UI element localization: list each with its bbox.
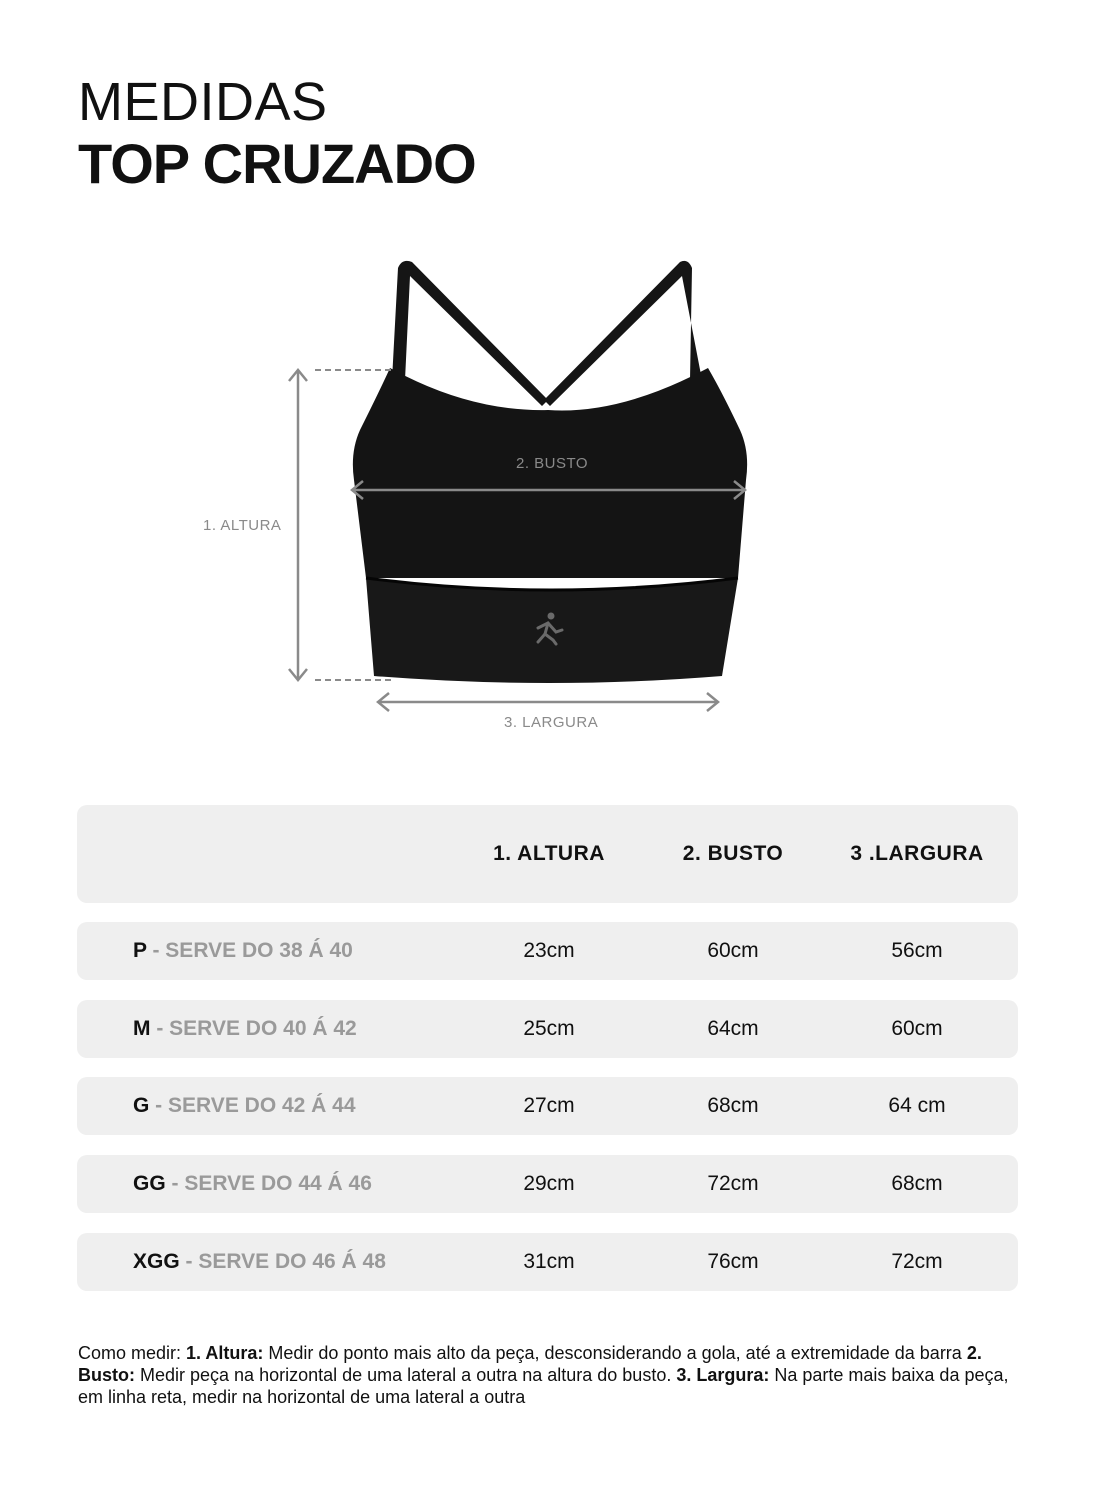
altura-value: 31cm: [523, 1250, 575, 1273]
size-desc: - SERVE DO 46 Á 48: [179, 1250, 386, 1273]
header-busto: 2. BUSTO: [682, 842, 784, 865]
title-medidas: MEDIDAS: [78, 72, 328, 132]
busto-value: 76cm: [707, 1250, 759, 1273]
size-code: GG: [133, 1172, 166, 1195]
size-cell: [77, 939, 457, 963]
title-product: TOP CRUZADO: [78, 132, 476, 195]
largura-value: 72cm: [891, 1250, 943, 1273]
busto-value: 60cm: [707, 939, 759, 962]
table-row: [77, 1233, 1018, 1291]
label-busto: 2. BUSTO: [516, 455, 589, 472]
table-row: [77, 1155, 1018, 1213]
size-code: M: [133, 1017, 151, 1040]
table-row: [77, 922, 1018, 980]
header-largura: 3 .LARGURA: [850, 842, 984, 865]
largura-value: 60cm: [891, 1017, 943, 1040]
size-desc: - SERVE DO 42 Á 44: [149, 1094, 356, 1117]
size-desc: - SERVE DO 44 Á 46: [165, 1172, 372, 1195]
notes-altura-desc: Medir do ponto mais alto da peça, desconsiderando a gola, até a extremidade da barra: [263, 1343, 967, 1363]
table-row: [77, 1000, 1018, 1058]
table-header: [77, 805, 1018, 903]
size-cell: [77, 1017, 457, 1041]
notes-largura-desc: Na parte mais baixa da peça, em linha reta, medir na horizontal de uma lateral a outra: [78, 1365, 1009, 1407]
label-largura: 3. LARGURA: [504, 714, 599, 731]
size-code: XGG: [133, 1250, 180, 1273]
largura-value: 64 cm: [888, 1094, 946, 1117]
notes-busto-term: 2. Busto:: [78, 1343, 982, 1385]
busto-value: 72cm: [707, 1172, 759, 1195]
altura-value: 27cm: [523, 1094, 575, 1117]
largura-value: 56cm: [891, 939, 943, 962]
top-band: [366, 578, 738, 683]
measuring-instructions: [78, 1342, 1018, 1408]
notes-largura-term: 3. Largura:: [676, 1365, 770, 1385]
header-altura: 1. ALTURA: [493, 842, 605, 865]
garment-figure: [0, 240, 1097, 760]
size-cell: [77, 1172, 457, 1196]
size-cell: [77, 1094, 457, 1118]
notes-intro: Como medir:: [78, 1343, 187, 1363]
size-cell: [77, 1250, 457, 1274]
notes-altura-term: 1. Altura:: [186, 1343, 264, 1363]
size-code: P: [133, 939, 147, 962]
size-desc: - SERVE DO 40 Á 42: [150, 1017, 357, 1040]
label-altura: 1. ALTURA: [203, 517, 282, 534]
table-row: [77, 1077, 1018, 1135]
size-desc: - SERVE DO 38 Á 40: [146, 939, 353, 962]
notes-busto-desc: Medir peça na horizontal de uma lateral a outra na altura do busto.: [135, 1365, 677, 1385]
altura-value: 29cm: [523, 1172, 575, 1195]
largura-value: 68cm: [891, 1172, 943, 1195]
size-code: G: [133, 1094, 150, 1117]
busto-value: 68cm: [707, 1094, 759, 1117]
altura-value: 25cm: [523, 1017, 575, 1040]
garment-illustration: [0, 240, 1097, 760]
altura-value: 23cm: [523, 939, 575, 962]
busto-value: 64cm: [707, 1017, 759, 1040]
